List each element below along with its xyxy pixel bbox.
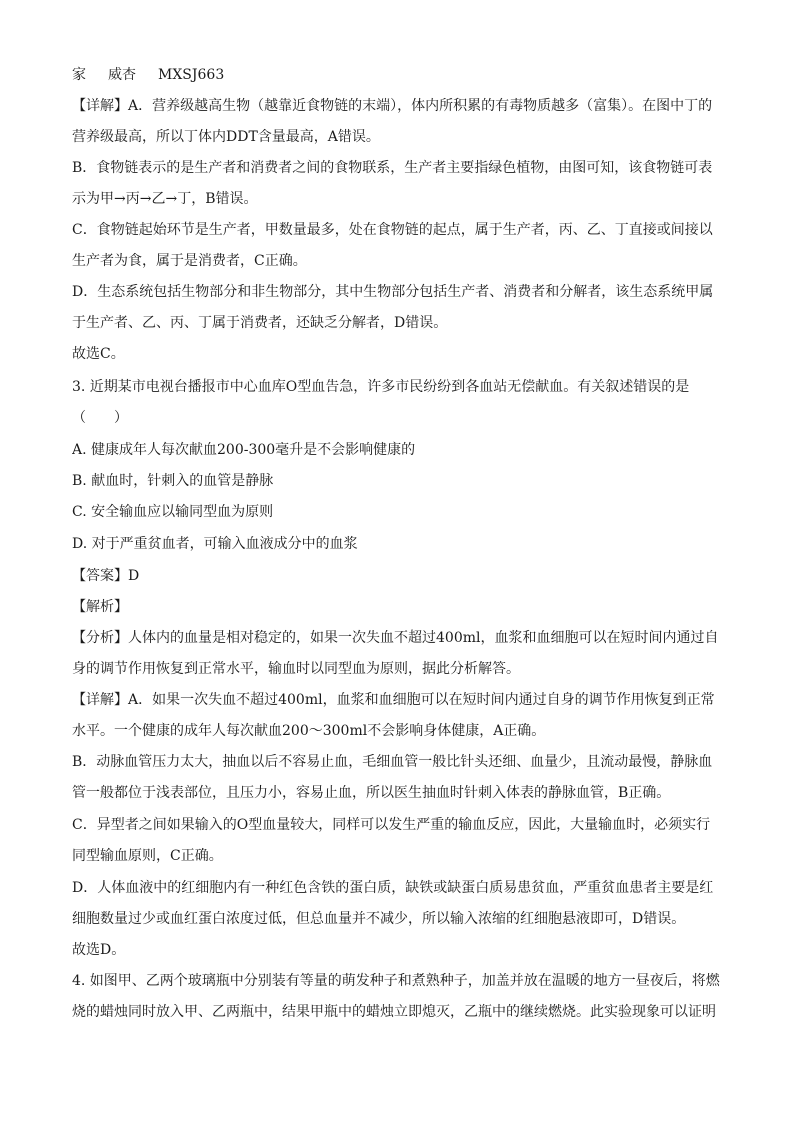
q3-conclusion: 故选D。 — [72, 942, 126, 958]
q3-analysis-line: 【详解】A．如果一次失血不超过400ml，血浆和血细胞可以在短时间内通过自身的调节作用恢复到正常 — [72, 692, 715, 708]
q3-analysis-line: 【分析】人体内的血量是相对稳定的，如果一次失血不超过400ml，血浆和血细胞可以在短时间内通过自 — [72, 630, 719, 646]
q3-analysis-line: 细胞数量过少或血红蛋白浓度过低，但总血量并不减少，所以输入浓缩的红细胞悬液即可，D错误。 — [72, 911, 686, 927]
q3-analysis-line: 水平。一个健康的成年人每次献血200～300ml不会影响身体健康，A正确。 — [72, 723, 546, 739]
q2-analysis-line: B．食物链表示的是生产者和消费者之间的食物联系，生产者主要指绿色植物，由图可知，该食物链可表 — [72, 160, 713, 176]
q2-analysis-line: 【详解】A．营养级越高生物（越靠近食物链的末端），体内所积累的有毒物质越多（富集）。在图中丁的 — [72, 98, 713, 114]
q2-analysis-line: 营养级最高，所以丁体内DDT含量最高，A错误。 — [72, 129, 380, 145]
watermark-text: 威杏 — [108, 67, 136, 83]
q2-analysis-line: C．食物链起始环节是生产者，甲数量最多，处在食物链的起点，属于生产者，丙、乙、丁直接或间接以 — [72, 222, 713, 238]
q4-stem: 4. 如图甲、乙两个玻璃瓶中分别装有等量的萌发种子和煮熟种子，加盖并放在温暖的地方一昼夜后，将燃 — [72, 973, 720, 989]
q3-answer: 【答案】D — [72, 568, 140, 584]
q2-analysis-line: 示为甲→丙→乙→丁，B错误。 — [72, 191, 258, 207]
q3-stem-bracket: （ ） — [72, 410, 128, 426]
q3-stem: 3. 近期某市电视台播报市中心血库O型血告急，许多市民纷纷到各血站无偿献血。有关叙述错误的是 — [72, 379, 690, 395]
q3-analysis-line: C．异型者之间如果输入的O型血量较大，同样可以发生严重的输血反应，因此，大量输血时，必须实行 — [72, 817, 711, 833]
q3-analysis-line: 管一般都位于浅表部位，且压力小，容易止血，所以医生抽血时针刺入体表的静脉血管，B正确。 — [72, 785, 671, 801]
q3-option-b: B. 献血时，针刺入的血管是静脉 — [72, 473, 274, 489]
q3-analysis-line: D．人体血液中的红细胞内有一种红色含铁的蛋白质，缺铁或缺蛋白质易患贫血，严重贫血患者主要是红 — [72, 880, 714, 896]
q4-stem: 烧的蜡烛同时放入甲、乙两瓶中，结果甲瓶中的蜡烛立即熄灭，乙瓶中的继续燃烧。此实验现象可以证明 — [72, 1004, 716, 1020]
watermark-text: MXSJ663 — [158, 67, 225, 83]
q3-analysis-line: B．动脉血管压力太大，抽血以后不容易止血，毛细血管一般比针头还细、血量少，且流动最慢，静脉血 — [72, 754, 713, 770]
q3-option-c: C. 安全输血应以输同型血为原则 — [72, 504, 274, 520]
q2-analysis-line: 生产者为食，属于是消费者，C正确。 — [72, 253, 307, 269]
q2-conclusion: 故选C。 — [72, 346, 125, 362]
q3-analysis-line: 同型输血原则，C正确。 — [72, 848, 223, 864]
q3-analysis-line: 身的调节作用恢复到正常水平，输血时以同型血为原则，据此分析解答。 — [72, 661, 520, 677]
watermark-line — [72, 65, 722, 85]
q2-analysis-line: D．生态系统包括生物部分和非生物部分，其中生物部分包括生产者、消费者和分解者，该生态系统甲属 — [72, 284, 714, 300]
q3-option-a: A. 健康成年人每次献血200-300毫升是不会影响健康的 — [72, 442, 416, 458]
watermark-text: 家 — [72, 67, 86, 83]
q2-analysis-line: 于生产者、乙、丙、丁属于消费者，还缺乏分解者，D错误。 — [72, 315, 448, 331]
q3-analysis-title: 【解析】 — [72, 599, 128, 615]
q3-option-d: D. 对于严重贫血者，可输入血液成分中的血浆 — [72, 536, 358, 552]
